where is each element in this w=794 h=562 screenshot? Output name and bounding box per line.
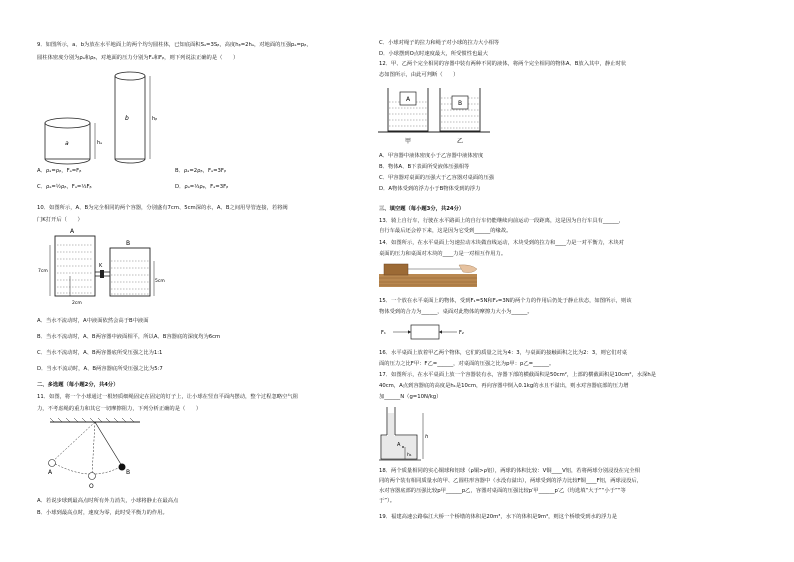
- q16-line2: 面的压力之比F甲：F乙=______，对桌面的压强之比为p甲：p乙=______。: [379, 361, 555, 367]
- q15-label-F1: F₁: [381, 330, 386, 336]
- q11-option-d: D．小球摆到O点时速度最大，所受惯性也最大: [379, 51, 488, 57]
- q17-container-figure: [379, 405, 444, 463]
- q11-option-b: B．小球到最高点时，速度为零，此时受平衡力的作用。: [37, 510, 168, 516]
- q9-label-a: a: [65, 140, 69, 147]
- q15-line2: 物体受到的合力为______，桌面对此物体的摩擦力大小为______。: [379, 309, 533, 315]
- q13-line2: 自行车最后还会停下来，这是因为它受到______的缘故。: [379, 228, 512, 234]
- q17-label-h: h: [425, 434, 429, 440]
- q9-cylinders-figure: [40, 68, 170, 163]
- q11-line1: 11．如图，将一个小球通过一根轻质细绳固定在固定的钉子上，让小球在竖直平面内摆动，整个过程忽略空气阻: [37, 394, 298, 400]
- q17-line1: 17．如图所示，在水平桌面上放一个容器装有水，容器下部的横截面积是50cm²，上部的横截面积是10cm²，水深h是: [379, 372, 657, 378]
- q15-line1: 15．一个放在水平桌面上的物体，受到F₁=5N和F₂=3N的两个力的作用后仍处于静止状态，如图所示，则该: [379, 298, 632, 304]
- q9-line1: 9．如图所示，a、b为放在水平地面上的两个均匀圆柱体，已知底面积Sₐ=3Sᵦ，高度hᵦ=2hₐ，对地面的压强pₐ=pᵦ，: [37, 42, 312, 48]
- section-3-heading: 三、填空题（每小题3分，共24分）: [379, 206, 465, 212]
- q11-pendulum-figure: [40, 418, 150, 493]
- q10-containers-figure: [40, 228, 165, 310]
- q10-option-b: B．当水不流动时，A、B两容器中液面相平，所以A、B容器底的深度均为6cm: [37, 334, 221, 340]
- q15-forces-figure: [379, 322, 474, 344]
- q12-label-jia: 甲: [405, 138, 412, 145]
- q10-label-K: K: [99, 263, 103, 269]
- q9-option-d: D．ρₐ=⅓ρᵦ，Fₐ=3Fᵦ: [175, 184, 229, 190]
- q10-label-5cm: 5cm: [155, 279, 165, 284]
- q12-label-yi: 乙: [457, 138, 464, 145]
- q10-label-A: A: [70, 228, 75, 235]
- q10-option-d: D．当水不流动时，A、B两容器底所受压强之比为5:7: [37, 366, 163, 372]
- q11-option-a: A．若说步球到最高点时所有外力消失，小球将静止在最高点: [37, 498, 179, 504]
- q11-label-O: O: [89, 483, 94, 490]
- q9-label-ha: hₐ: [97, 140, 103, 146]
- q10-option-a: A．当水不流动时，A中液面依然会高于B中液面: [37, 318, 149, 324]
- q9-option-c: C．ρₐ=½ρᵦ，Fₐ=⅓Fᵦ: [37, 184, 92, 190]
- q14-block-pull-figure: [379, 262, 489, 290]
- q11-option-c: C．小球对绳子的拉力和绳子对小球的拉力大小相等: [379, 40, 500, 46]
- q12-option-b: B．物体A、B下表面所受液体压强相等: [379, 164, 470, 170]
- q9-label-hb: hᵦ: [152, 116, 158, 122]
- q12-option-a: A．甲容器中液体密度小于乙容器中液体密度: [379, 153, 484, 159]
- q17-label-A: A: [397, 442, 401, 448]
- q12-containers-figure: [378, 82, 493, 150]
- q14-line2: 桌面的压力和桌面对木块的____力是一对相互作用力。: [379, 251, 507, 257]
- q18-line3: 水对容器底部的压强比较p甲______p乙，容器对桌面的压强比较p′甲______p′乙（均选填“大于”“小于”“等: [379, 488, 626, 494]
- q9-line2: 圆柱体密度分别为ρₐ和ρᵦ，对地面的压力分别为Fₐ和Fᵦ，则下列说法正确的是（ ）: [37, 55, 239, 61]
- q12-option-c: C．甲容器对桌面的压强大于乙容器对桌面的压强: [379, 175, 494, 181]
- q10-option-c: C．当水不流动时，A、B两容器底所受压强之比为1:1: [37, 350, 163, 356]
- q17-line2: 40cm，A点到容器底的高度是h₁是10cm，再向容器中倒入0.1kg的水且不溢出，则水对容器底部的压力增: [379, 383, 629, 389]
- q19-line1: 19．福建高速公路临江大桥一个桥墩的体积是20m³，水下的体积是9m³，则这个桥墩受到水的浮力是: [379, 514, 617, 520]
- q12-option-d: D．A物体受到的浮力小于B物体受到的浮力: [379, 186, 481, 192]
- q9-label-b: b: [125, 115, 129, 122]
- q17-line3: 加______N（g=10N/kg）: [379, 394, 442, 400]
- q10-line1: 10．如图所示，A、B为完全相同的两个容器，分别盛有7cm、5cm深的水，A、B之间用导管连接，若将阀: [37, 205, 288, 211]
- q10-label-B: B: [126, 240, 131, 247]
- q16-line1: 16．水平桌面上放着甲乙两个物体，它们的质量之比为4：3，与桌面的接触面积之比为2：3，则它们对桌: [379, 350, 627, 356]
- q11-label-B: B: [126, 469, 131, 476]
- q11-line2: 力，不考虑绳的重力和其它一切摩擦阻力，下列分析正确的是（ ）: [37, 406, 202, 412]
- q18-line1: 18．两个质量相同的实心铜球和铝球（ρ铜>ρ铝），两球的体积比较：V铜____V铝，若将两球分别浸没在完全相: [379, 468, 640, 474]
- q10-label-2cm: 2cm: [72, 301, 82, 306]
- q10-label-7cm: 7cm: [38, 269, 48, 274]
- q11-label-A: A: [48, 469, 53, 476]
- q18-line4: 于”）。: [379, 498, 395, 504]
- q12-label-A: A: [406, 96, 411, 103]
- q13-line1: 13．骑上自行车，行驶在水平路面上的自行车仍能继续向前运动一段距离，这是因为自行车具有______，: [379, 218, 625, 224]
- q9-option-b: B．ρₐ=2ρᵦ，Fₐ=3Fᵦ: [175, 168, 227, 174]
- q18-line2: 同的两个装有相同质量水的甲、乙圆柱形容器中（水没有溢出），两球受到的浮力比较F铜____F铝，两球浸没后，: [379, 478, 642, 484]
- q17-label-h1: h₁: [407, 453, 412, 458]
- q12-line2: 态如图所示，由此可判断（ ）: [379, 72, 459, 78]
- q12-label-B: B: [458, 100, 463, 107]
- q15-label-F2: F₂: [459, 330, 464, 336]
- q12-line1: 12．甲、乙两个完全相同的容器中装有两种不同的液体，将两个完全相同的物体A、B放入其中，静止时状: [379, 61, 627, 67]
- section-2-heading: 二、多选题（每小题2分，共4分）: [37, 382, 119, 388]
- q9-option-a: A．ρₐ=ρᵦ，Fₐ=Fᵦ: [37, 168, 82, 174]
- q10-line2: 门K打开后（ ）: [37, 217, 83, 223]
- q14-line1: 14．如图所示，在水平桌面上匀速拉动木块做直线运动，木块受到的拉力和____力是一对平衡力，木块对: [379, 240, 625, 246]
